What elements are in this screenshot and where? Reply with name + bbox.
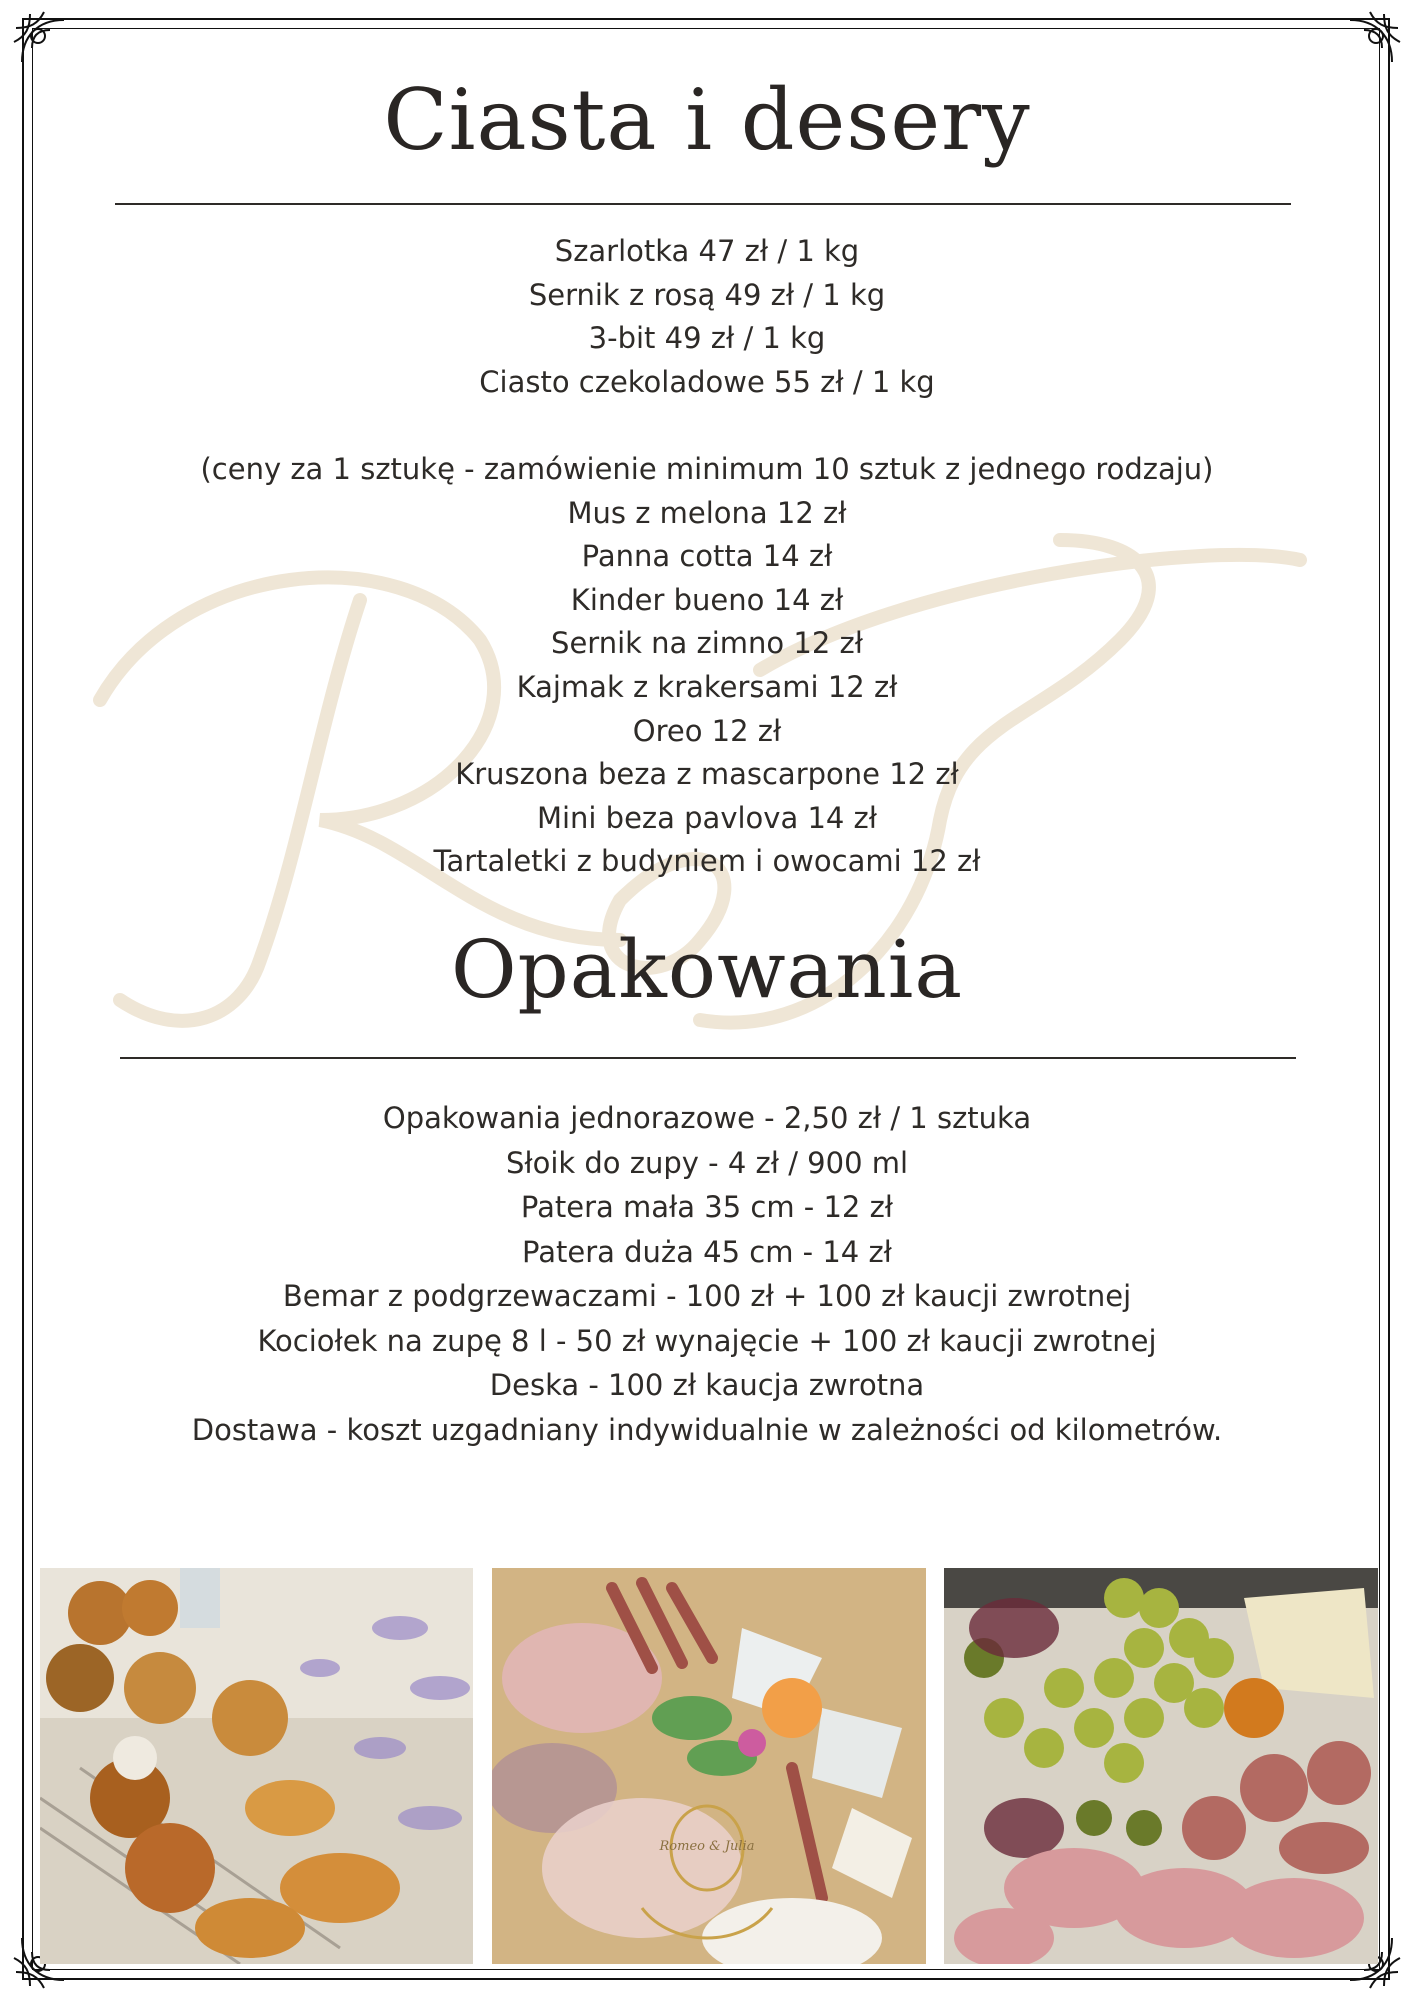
divider [120, 1057, 1296, 1059]
list-item: Tartaletki z budyniem i owocami 12 zł [433, 844, 981, 879]
list-item: 3-bit 49 zł / 1 kg [588, 321, 826, 356]
section-title-packaging: Opakowania [450, 923, 964, 1016]
list-item: Oreo 12 zł [632, 713, 782, 748]
list-item: Słoik do zupy - 4 zł / 900 ml [505, 1145, 909, 1180]
list-item: Bemar z podgrzewaczami - 100 zł + 100 zł kaucji zwrotnej [282, 1279, 1132, 1313]
list-item: Ciasto czekoladowe 55 zł / 1 kg [479, 364, 935, 399]
list-item: Szarlotka 47 zł / 1 kg [554, 234, 860, 268]
section-title-desserts: Ciasta i desery [383, 71, 1031, 169]
list-item: Mini beza pavlova 14 zł [536, 800, 878, 835]
list-item: Deska - 100 zł kaucja zwrotna [489, 1368, 925, 1402]
corner-ornament-icon [8, 6, 78, 76]
list-note: (ceny za 1 sztukę - zamówienie minimum 10 sztuk z jednego rodzaju) [200, 451, 1214, 486]
list-item: Patera mała 35 cm - 12 zł [520, 1190, 894, 1224]
list-item: Dostawa - koszt uzgadniany indywidualnie w zależności od kilometrów. [191, 1412, 1223, 1447]
list-spacer [0, 404, 1414, 448]
list-item: Sernik na zimno 12 zł [551, 626, 863, 661]
list-item: Kajmak z krakersami 12 zł [516, 669, 898, 704]
list-item: Patera duża 45 cm - 14 zł [522, 1234, 892, 1269]
desserts-list [0, 230, 1414, 884]
photo-cold-cuts [492, 1568, 926, 1964]
logo-text: Romeo & Julia [659, 1839, 755, 1854]
list-item: Opakowania jednorazowe - 2,50 zł / 1 sztuka [382, 1101, 1032, 1135]
list-item: Panna cotta 14 zł [581, 539, 833, 574]
list-item: Sernik z rosą 49 zł / 1 kg [528, 277, 886, 312]
photo-grapes-platter [944, 1568, 1378, 1964]
list-item: Kociołek na zupę 8 l - 50 zł wynajęcie + 100 zł kaucji zwrotnej [257, 1323, 1157, 1358]
corner-ornament-icon [1336, 6, 1406, 76]
list-item: Mus z melona 12 zł [567, 495, 847, 530]
divider [115, 203, 1291, 205]
list-item: Kruszona beza z mascarpone 12 zł [455, 757, 959, 792]
photo-burgers [40, 1568, 473, 1964]
packaging-list [0, 1096, 1414, 1452]
list-item: Kinder bueno 14 zł [570, 582, 844, 617]
